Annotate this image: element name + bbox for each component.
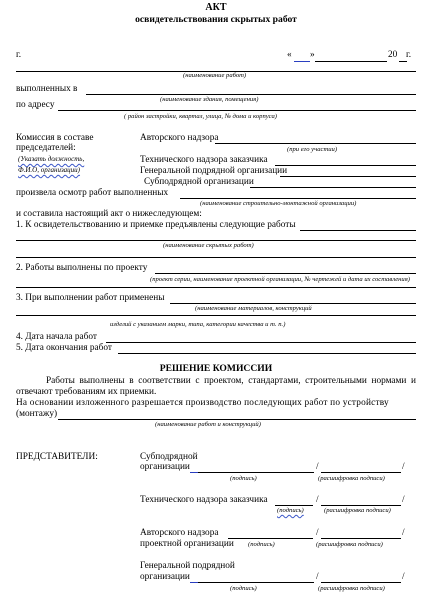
- author-signature-field[interactable]: [228, 538, 313, 539]
- customer-supervision-field[interactable]: [275, 165, 416, 166]
- end-date-field[interactable]: [118, 353, 416, 354]
- item-2-label: 2. Работы выполнены по проекту: [16, 263, 148, 273]
- year-field[interactable]: [399, 61, 407, 62]
- subsequent-works-field[interactable]: [58, 419, 416, 420]
- project-field-continued[interactable]: [16, 287, 416, 288]
- general-signature-caption: (подпись): [230, 585, 257, 592]
- representatives-label: ПРЕДСТАВИТЕЛИ:: [16, 452, 98, 462]
- item-4-label: 4. Дата начала работ: [16, 332, 97, 342]
- month-field[interactable]: [315, 61, 387, 62]
- general-slash-1: /: [316, 572, 319, 582]
- document-subtitle: освидетельствования скрытых работ: [135, 14, 297, 25]
- city-prefix: г.: [16, 50, 22, 60]
- building-caption: (наименование здания, помещения): [160, 96, 259, 103]
- author-decoding-field[interactable]: [321, 538, 401, 539]
- subcontractor-field[interactable]: [250, 187, 416, 188]
- customer-decoding-caption: (расшифровка подписи): [324, 507, 391, 514]
- work-name-caption: (наименование работ): [183, 72, 247, 79]
- sub-signature-accent: [190, 472, 198, 473]
- general-contractor-label: Генеральной подрядной организации: [140, 166, 288, 176]
- general-decoding-caption: (расшифровка подписи): [318, 585, 385, 592]
- document-title: АКТ: [205, 2, 227, 13]
- sub-slash-1: /: [316, 462, 319, 472]
- sub-decoding-caption: (расшифровка подписи): [318, 475, 385, 482]
- materials-caption: (наименование материалов, конструкций: [195, 305, 312, 312]
- project-caption: (проект серии, наименование проектной организации, № чертежей и дата их составления): [150, 276, 410, 283]
- year-prefix: 20: [388, 50, 398, 60]
- author-decoding-caption: (расшифровка подписи): [316, 541, 383, 548]
- general-rep-line1: Генеральной подрядной: [140, 561, 235, 571]
- general-contractor-field[interactable]: [280, 176, 416, 177]
- commission-note-line1: (Указать должность,: [18, 155, 85, 163]
- item-1-label: 1. К освидетельствованию и приемке предъявлены следующие работы: [16, 220, 296, 230]
- item-3-label: 3. При выполнении работ применены: [16, 293, 165, 303]
- general-rep-line2: организации: [140, 572, 190, 582]
- customer-signature-caption: (подпись): [277, 507, 304, 514]
- customer-rep-label: Технического надзора заказчика: [140, 495, 268, 505]
- general-slash-2: /: [402, 572, 405, 582]
- works-caption: (наименование работ и конструкций): [155, 421, 261, 428]
- author-signature-caption: (подпись): [248, 541, 275, 548]
- year-suffix: г.: [406, 50, 412, 60]
- construction-org-caption: (наименование строительно-монтажной организации): [200, 200, 357, 207]
- item-1-field-continued[interactable]: [16, 240, 416, 241]
- act-compiled-text: и составила настоящий акт о нижеследующем:: [16, 209, 202, 219]
- item-1-field[interactable]: [300, 230, 416, 231]
- sub-decoding-field[interactable]: [321, 472, 401, 473]
- author-rep-line1: Авторского надзора: [140, 528, 219, 538]
- day-field[interactable]: [294, 61, 310, 62]
- commission-intro-line1: Комиссия в составе: [16, 133, 94, 143]
- customer-slash-1: /: [316, 495, 319, 505]
- author-slash-2: /: [402, 528, 405, 538]
- general-signature-field[interactable]: [198, 582, 314, 583]
- address-caption: ( район застройки, квартал, улица, № дома и корпуса): [124, 113, 277, 120]
- address-field[interactable]: [58, 110, 416, 111]
- general-decoding-field[interactable]: [321, 582, 401, 583]
- author-slash-1: /: [316, 528, 319, 538]
- customer-supervision-label: Технического надзора заказчика: [140, 155, 268, 165]
- on-his-participation-caption: (при его участии): [287, 146, 338, 153]
- item-5-label: 5. Дата окончания работ: [16, 343, 112, 353]
- customer-slash-2: /: [402, 495, 405, 505]
- construction-org-field[interactable]: [180, 198, 416, 199]
- project-field[interactable]: [155, 273, 416, 274]
- sub-signature-caption: (подпись): [230, 475, 257, 482]
- address-label: по адресу: [16, 100, 55, 110]
- sub-signature-field[interactable]: [198, 472, 314, 473]
- materials-field[interactable]: [170, 303, 416, 304]
- author-supervision-field[interactable]: [215, 143, 416, 144]
- products-caption: изделий с указанием марки, типа, категории качества и т. п.): [110, 321, 286, 328]
- decision-paragraph-1: Работы выполнены в соответствии с проектом, стандартами, строительными нормами и отвечают требованиям их приемки.: [16, 376, 416, 398]
- performed-at-label: выполненных в: [16, 84, 78, 94]
- start-date-field[interactable]: [106, 342, 416, 343]
- subcontractor-label: Субподрядной организации: [144, 177, 254, 187]
- decision-paragraph-2-prefix: (монтажу): [16, 409, 58, 419]
- commission-intro-line2: председателей:: [16, 143, 76, 153]
- inspection-label: произвела осмотр работ выполненных: [16, 188, 169, 198]
- item-1-field-extra[interactable]: [16, 257, 416, 258]
- sub-rep-line2: организации: [140, 462, 190, 472]
- hidden-works-caption: (наименование скрытых работ): [163, 242, 254, 249]
- date-quote-close: »: [310, 50, 315, 60]
- decision-paragraph-2: На основании изложенного разрешается производство последующих работ по устройству: [16, 398, 389, 408]
- materials-field-continued[interactable]: [16, 315, 416, 316]
- building-field[interactable]: [86, 94, 416, 95]
- general-signature-accent: [190, 582, 198, 583]
- commission-note-line2: Ф.И.О, организации): [18, 166, 81, 174]
- customer-signature-field[interactable]: [275, 505, 313, 506]
- author-rep-line2: проектной организации: [140, 539, 234, 549]
- decision-title: РЕШЕНИЕ КОМИССИИ: [159, 363, 273, 374]
- sub-rep-line1: Субподрядной: [140, 452, 198, 462]
- date-quote-open: «: [287, 50, 292, 60]
- customer-decoding-field[interactable]: [321, 505, 401, 506]
- sub-slash-2: /: [402, 462, 405, 472]
- author-supervision-label: Авторского надзора: [140, 133, 219, 143]
